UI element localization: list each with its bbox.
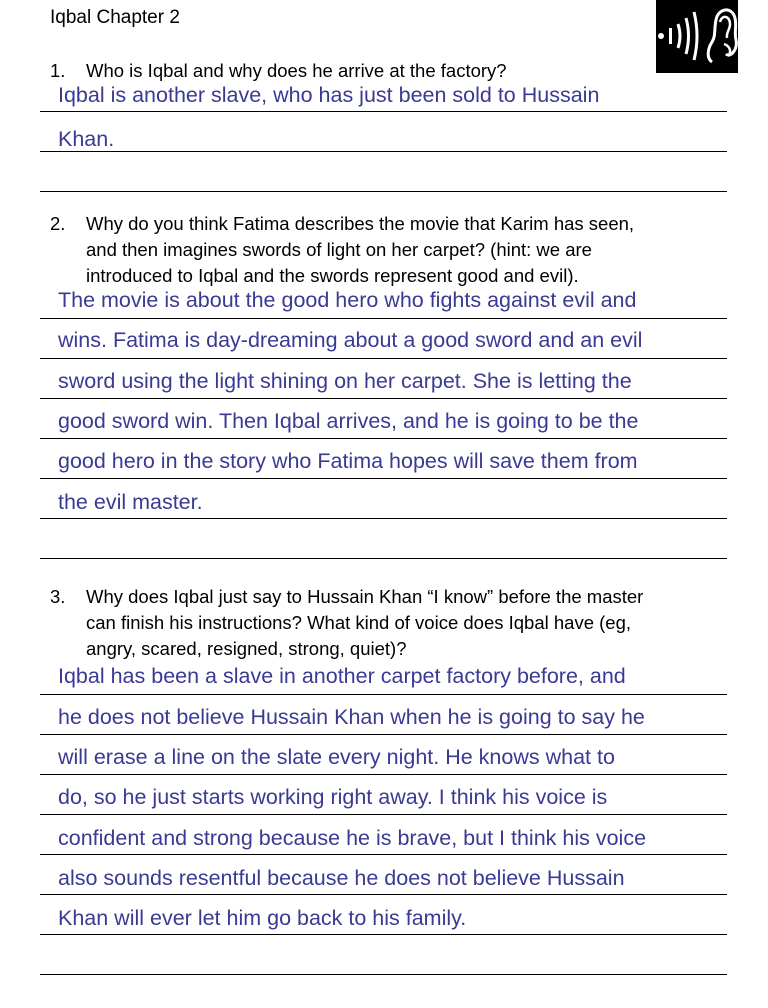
writing-line bbox=[40, 558, 727, 559]
writing-line bbox=[40, 438, 727, 439]
question-line: Who is Iqbal and why does he arrive at the factory? bbox=[86, 60, 507, 81]
writing-line bbox=[40, 191, 727, 192]
writing-line bbox=[40, 854, 727, 855]
writing-line bbox=[40, 694, 727, 695]
answer-line: sword using the light shining on her carpet. She is letting the bbox=[58, 369, 632, 393]
writing-line bbox=[40, 894, 727, 895]
answer-line: Iqbal has been a slave in another carpet factory before, and bbox=[58, 664, 626, 688]
writing-line bbox=[40, 478, 727, 479]
writing-line bbox=[40, 974, 727, 975]
writing-line bbox=[40, 111, 727, 112]
answer-line: The movie is about the good hero who fights against evil and bbox=[58, 288, 637, 312]
writing-line bbox=[40, 814, 727, 815]
question-line: Why do you think Fatima describes the movie that Karim has seen, bbox=[86, 213, 635, 234]
writing-line bbox=[40, 734, 727, 735]
answer-line: Khan will ever let him go back to his family. bbox=[58, 906, 467, 930]
question-line: Why does Iqbal just say to Hussain Khan “I know” before the master bbox=[86, 586, 644, 607]
answer-line: good sword win. Then Iqbal arrives, and he is going to be the bbox=[58, 409, 639, 433]
question-number: 1. bbox=[50, 60, 66, 81]
answer-line: confident and strong because he is brave, but I think his voice bbox=[58, 826, 647, 850]
page-title: Iqbal Chapter 2 bbox=[50, 7, 180, 28]
answer-line: Khan. bbox=[58, 127, 115, 151]
question-line: can finish his instructions? What kind of voice does Iqbal have (eg, bbox=[86, 612, 632, 633]
writing-line bbox=[40, 398, 727, 399]
writing-line bbox=[40, 358, 727, 359]
answer-line: do, so he just starts working right away. I think his voice is bbox=[58, 785, 608, 809]
question-number: 3. bbox=[50, 586, 66, 607]
question-line: angry, scared, resigned, strong, quiet)? bbox=[86, 638, 407, 659]
answer-line: also sounds resentful because he does not believe Hussain bbox=[58, 866, 625, 890]
answer-line: good hero in the story who Fatima hopes will save them from bbox=[58, 449, 638, 473]
writing-line bbox=[40, 318, 727, 319]
answer-line: the evil master. bbox=[58, 490, 203, 514]
writing-line bbox=[40, 774, 727, 775]
answer-line: Iqbal is another slave, who has just been sold to Hussain bbox=[58, 83, 600, 107]
question-line: introduced to Iqbal and the swords represent good and evil). bbox=[86, 265, 579, 286]
answer-line: wins. Fatima is day-dreaming about a good sword and an evil bbox=[58, 328, 643, 352]
writing-line bbox=[40, 518, 727, 519]
answer-line: will erase a line on the slate every night. He knows what to bbox=[58, 745, 615, 769]
question-line: and then imagines swords of light on her carpet? (hint: we are bbox=[86, 239, 592, 260]
writing-line bbox=[40, 934, 727, 935]
question-number: 2. bbox=[50, 213, 66, 234]
writing-line bbox=[40, 151, 727, 152]
answer-line: he does not believe Hussain Khan when he is going to say he bbox=[58, 705, 645, 729]
